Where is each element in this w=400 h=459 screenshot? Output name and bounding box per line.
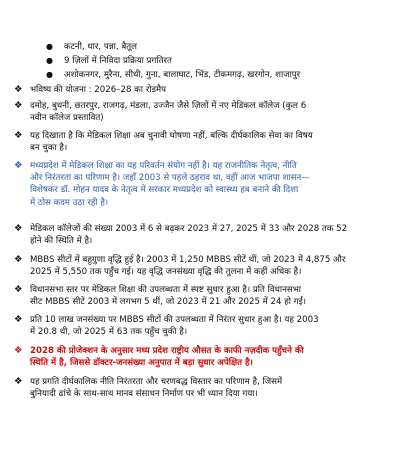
bullet-point bbox=[14, 130, 375, 154]
highlighted-paragraph bbox=[14, 160, 375, 209]
point-line: 2025 में 5,550 तक पहुँच गई। यह वृद्धि जनसंख्या वृद्धि की तुलना में कहीं अधिक है। bbox=[30, 267, 302, 278]
point-line: यह दिखाता है कि मेडिकल शिक्षा अब चुनावी घोषणा नहीं, बल्कि दीर्घकालिक सेवा का विषय bbox=[30, 131, 313, 141]
diamond-bullet-icon: ❖ bbox=[14, 160, 23, 171]
point-line: में ठोस कदम उठा रही है। bbox=[30, 197, 109, 208]
diamond-bullet-icon: ❖ bbox=[14, 223, 23, 234]
highlighted-paragraph bbox=[14, 345, 375, 369]
bullet-point bbox=[14, 84, 375, 96]
point-line: 2028 की प्रोजेक्शन के अनुसार मध्य प्रदेश राष्ट्रीय औसत के काफी नज़दीक पहुँचने की bbox=[30, 346, 304, 356]
point-line: यह प्रगति दीर्घकालिक नीति निरंतरता और चरणबद्ध विस्तार का परिणाम है, जिसमें bbox=[30, 377, 283, 387]
point-line: मध्यप्रदेश में मेडिकल शिक्षा का यह परिवर्तन संयोग नहीं है। यह राजनीतिक नेतृत्व, नीति bbox=[30, 161, 297, 171]
point-line: होने की स्थिति में है। bbox=[30, 236, 93, 247]
diamond-bullet-icon: ❖ bbox=[14, 84, 23, 95]
bullet-point bbox=[14, 284, 375, 308]
diamond-bullet-icon: ❖ bbox=[14, 130, 23, 141]
district-list-item bbox=[46, 69, 301, 81]
district-list-text: अशोकनगर, मुरैना, सीधी, गुना, बालाघाट, भिंड, टीकमगढ़, खरगोन, शाजापुर bbox=[64, 70, 301, 80]
diamond-bullet-icon: ❖ bbox=[14, 345, 23, 356]
round-bullet-icon: ● bbox=[46, 70, 53, 79]
point-line: स्थिति में है, जिससे डॉक्टर-जनसंख्या अनुपात में बड़ा सुधार अपेक्षित है। bbox=[30, 358, 253, 369]
district-list-text: कटनी, धार, पन्ना, बैतूल bbox=[64, 42, 137, 52]
bullet-point bbox=[14, 314, 375, 338]
point-line: बुनियादी ढांचे के साथ-साथ मानव संसाधन निर्माण पर भी ध्यान दिया गया। bbox=[30, 389, 258, 400]
point-line: मेडिकल कॉलेजों की संख्या 2003 में 6 से बढ़कर 2023 में 27, 2025 में 33 और 2028 तक 52 bbox=[30, 224, 348, 234]
point-line: और निरंतरता का परिणाम है। जहाँ 2003 से पहले ठहराव था, वहीं आज भाजपा शासन— bbox=[30, 173, 310, 184]
bullet-point bbox=[14, 376, 375, 400]
diamond-bullet-icon: ❖ bbox=[14, 284, 23, 295]
point-line: प्रति 10 लाख जनसंख्या पर MBBS सीटों की उपलब्धता में निरंतर सुधार हुआ है। यह 2003 bbox=[30, 315, 319, 325]
point-line: नवीन कॉलेज प्रस्तावित) bbox=[30, 113, 104, 124]
bullet-point bbox=[14, 100, 375, 124]
point-line: दमोह, बुधनी, छतरपुर, राजगढ़, मंडला, उज्जैन जैसे ज़िलों में नए मेडिकल कॉलेज (कुल 6 bbox=[30, 101, 307, 111]
point-line: में 20.8 थी, जो 2025 में 63 तक पहुँच चुकी है। bbox=[30, 327, 188, 338]
diamond-bullet-icon: ❖ bbox=[14, 254, 23, 265]
round-bullet-icon: ● bbox=[46, 42, 53, 51]
point-line: सीट MBBS सीटें 2003 में लगभग 5 थीं, जो 2023 में 21 और 2025 में 24 हो गईं। bbox=[30, 297, 307, 308]
district-list-text: 9 ज़िलों में निविदा प्रक्रिया प्रगतिरत bbox=[64, 56, 172, 66]
point-line: विधानसभा स्तर पर मेडिकल शिक्षा की उपलब्धता में स्पष्ट सुधार हुआ है। प्रति विधानसभा bbox=[30, 285, 301, 295]
point-line: MBBS सीटों में बहुगुणा वृद्धि हुई है। 2003 में 1,250 MBBS सीटें थीं, जो 2023 में 4,875 और bbox=[30, 255, 346, 265]
district-list-item bbox=[46, 41, 137, 53]
point-line: भविष्य की योजना : 2026–28 का रोडमैप bbox=[30, 85, 167, 95]
district-list-item bbox=[46, 55, 172, 67]
bullet-point bbox=[14, 254, 375, 278]
point-line: विशेषकर डॉ. मोहन यादव के नेतृत्व में सरकार मध्यप्रदेश को स्वास्थ्य हब बनाने की दिशा bbox=[30, 185, 299, 196]
diamond-bullet-icon: ❖ bbox=[14, 376, 23, 387]
bullet-point bbox=[14, 223, 375, 247]
round-bullet-icon: ● bbox=[46, 56, 53, 65]
diamond-bullet-icon: ❖ bbox=[14, 314, 23, 325]
diamond-bullet-icon: ❖ bbox=[14, 100, 23, 111]
point-line: बन चुका है। bbox=[30, 143, 68, 154]
